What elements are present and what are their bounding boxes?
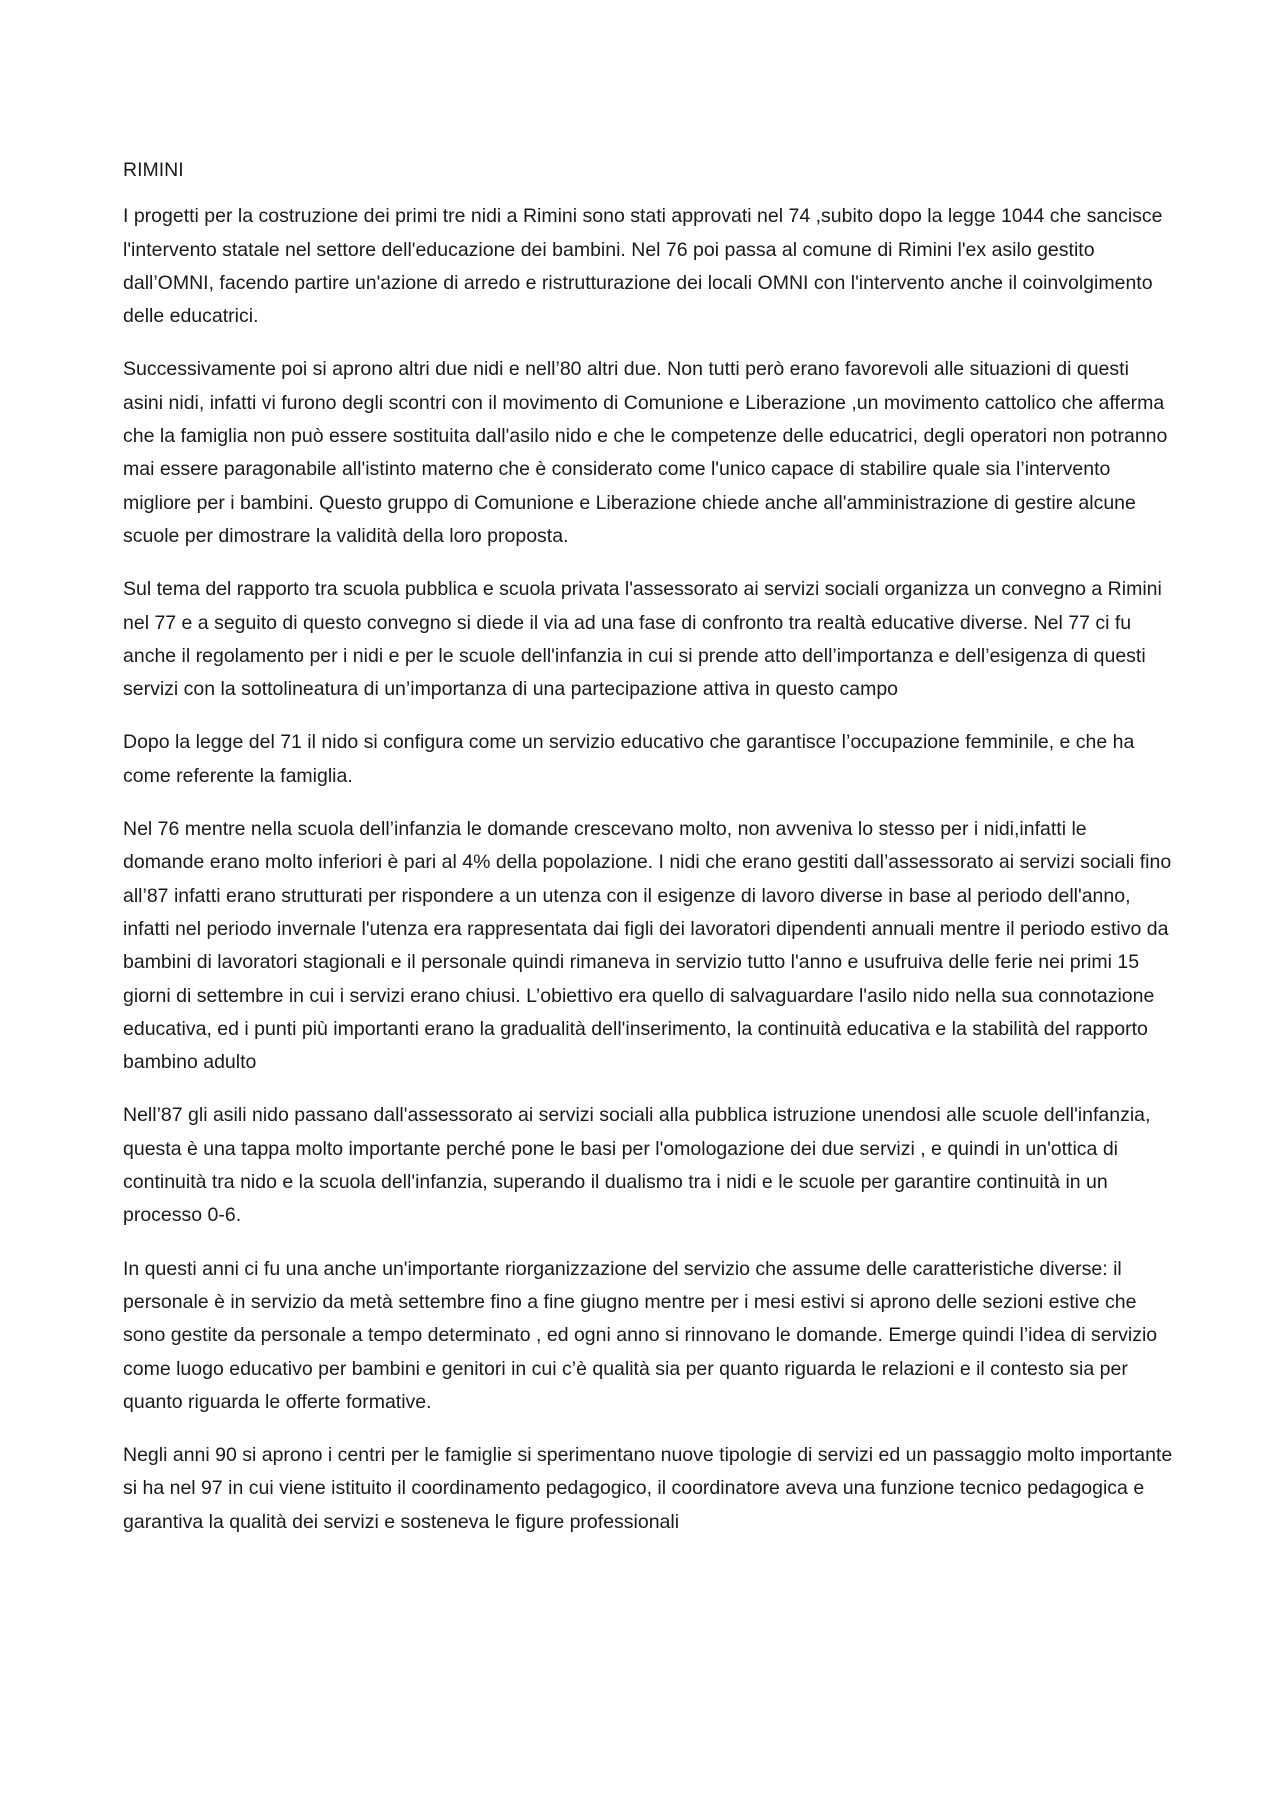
paragraph-1: I progetti per la costruzione dei primi tre nidi a Rimini sono stati approvati nel 74 ,subito dopo la legge 1044 che sancisce l'intervento statale nel settore dell'educazione dei bambini. Nel 76 poi passa al comune di Rimini l'ex asilo gestito dall’OMNI, facendo partire un'azione di arredo e ristrutturazione dei locali OMNI con l'intervento anche il coinvolgimento delle educatrici. bbox=[123, 205, 1163, 328]
document-body bbox=[123, 154, 1173, 1559]
paragraph-7: In questi anni ci fu una anche un'importante riorganizzazione del servizio che assume delle caratteristiche diverse: il personale è in servizio da metà settembre fino a fine giugno mentre per i mesi estivi si aprono delle sezioni estive che sono gestite da personale a tempo determinato , ed ogni anno si rinnovano le domande. Emerge quindi l’idea di servizio come luogo educativo per bambini e genitori in cui c’è qualità sia per quanto riguarda le relazioni e il contesto sia per quanto riguarda le offerte formative. bbox=[123, 1257, 1158, 1413]
paragraph-8: Negli anni 90 si aprono i centri per le famiglie si sperimentano nuove tipologie di servizi ed un passaggio molto importante si ha nel 97 in cui viene istituito il coordinamento pedagogico, il coordinatore aveva una funzione tecnico pedagogica e garantiva la qualità dei servizi e sosteneva le figure professionali bbox=[123, 1444, 1173, 1533]
paragraph-4: Dopo la legge del 71 il nido si configura come un servizio educativo che garantisce l’occupazione femminile, e che ha come referente la famiglia. bbox=[123, 731, 1135, 787]
paragraph-3: Sul tema del rapporto tra scuola pubblica e scuola privata l'assessorato ai servizi sociali organizza un convegno a Rimini nel 77 e a seguito di questo convegno si diede il via ad una fase di confronto tra realtà educative diverse. Nel 77 ci fu anche il regolamento per i nidi e per le scuole dell'infanzia in cui si prende atto dell’importanza e dell’esigenza di questi servizi con la sottolineatura di un’importanza di una partecipazione attiva in questo campo bbox=[123, 578, 1162, 701]
paragraph-6: Nell’87 gli asili nido passano dall'assessorato ai servizi sociali alla pubblica istruzione unendosi alle scuole dell'infanzia, questa è una tappa molto importante perché pone le basi per l'omologazione dei due servizi , e quindi in un'ottica di continuità tra nido e la scuola dell'infanzia, superando il dualismo tra i nidi e le scuole per garantire continuità in un processo 0-6. bbox=[123, 1104, 1151, 1227]
paragraph-5: Nel 76 mentre nella scuola dell’infanzia le domande crescevano molto, non avveniva lo stesso per i nidi,infatti le domande erano molto inferiori è pari al 4% della popolazione. I nidi che erano gestiti dall’assessorato ai servizi sociali fino all’87 infatti erano strutturati per rispondere a un utenza con il esigenze di lavoro diverse in base al periodo dell'anno, infatti nel periodo invernale l'utenza era rappresentata dai figli dei lavoratori dipendenti annuali mentre il periodo estivo da bambini di lavoratori stagionali e il personale quindi rimaneva in servizio tutto l'anno e usufruiva delle ferie nei primi 15 giorni di settembre in cui i servizi erano chiusi. L’obiettivo era quello di salvaguardare l'asilo nido nella sua connotazione educativa, ed i punti più importanti erano la gradualità dell'inserimento, la continuità educativa e la stabilità del rapporto bambino adulto bbox=[123, 818, 1172, 1074]
paragraph-2: Successivamente poi si aprono altri due nidi e nell’80 altri due. Non tutti però erano favorevoli alle situazioni di questi asini nidi, infatti vi furono degli scontri con il movimento di Comunione e Liberazione ,un movimento cattolico che afferma che la famiglia non può essere sostituita dall'asilo nido e che le competenze delle educatrici, degli operatori non potranno mai essere paragonabile all'istinto materno che è considerato come l'unico capace di stabilire quale sia l’intervento migliore per i bambini. Questo gruppo di Comunione e Liberazione chiede anche all'amministrazione di gestire alcune scuole per dimostrare la validità della loro proposta. bbox=[123, 358, 1168, 547]
document-title: RIMINI bbox=[123, 159, 184, 181]
